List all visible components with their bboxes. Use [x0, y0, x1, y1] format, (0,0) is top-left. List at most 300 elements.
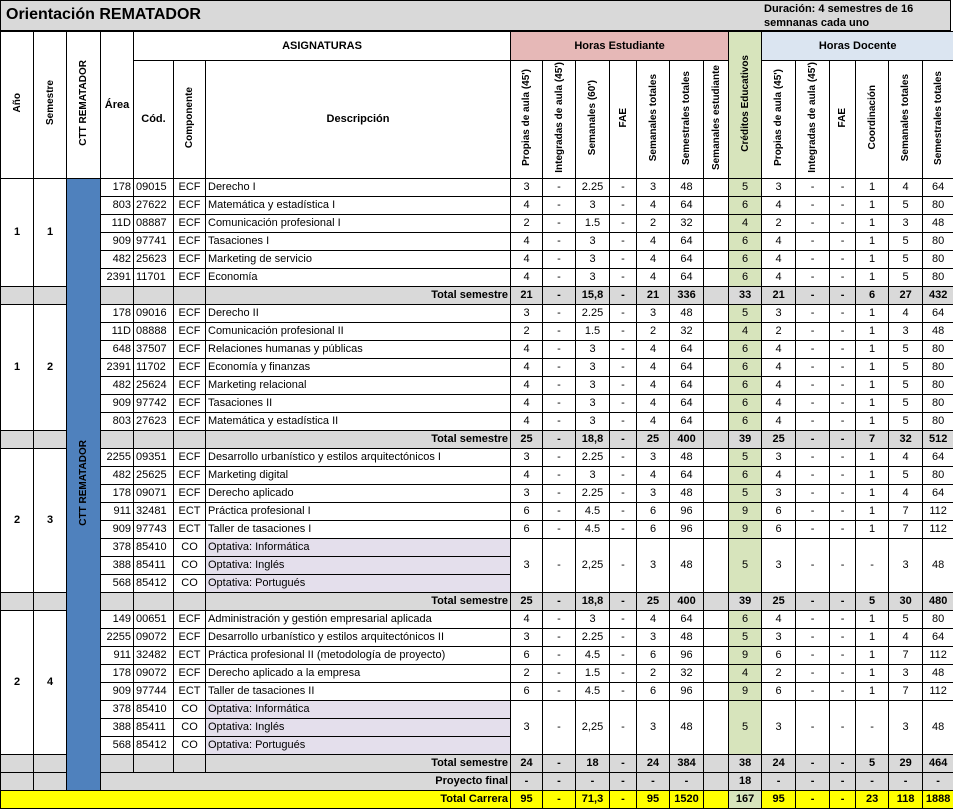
cell-empty — [1, 287, 34, 305]
cell-value: - — [796, 503, 830, 521]
cell-value: 7 — [889, 647, 923, 665]
cell-optativa-value: 2,25 — [576, 539, 610, 593]
header-ctt — [67, 32, 101, 179]
total-semestre-value: 18,8 — [576, 431, 610, 449]
cell-descripcion: Marketing de servicio — [206, 251, 511, 269]
table-row — [1, 359, 953, 377]
table-row — [1, 377, 953, 395]
cell-value: 1 — [856, 395, 889, 413]
cell-descripcion: Marketing digital — [206, 467, 511, 485]
table-row — [1, 269, 953, 287]
cell-value: - — [830, 215, 856, 233]
cell-value: 64 — [923, 485, 953, 503]
total-semestre-value: 27 — [889, 287, 923, 305]
total-semestre-label: Total semestre — [206, 755, 511, 773]
cell-descripcion: Práctica profesional I — [206, 503, 511, 521]
cell-value — [704, 395, 729, 413]
total-semestre-value — [704, 431, 729, 449]
cell-cod: 25623 — [134, 251, 174, 269]
total-semestre-value: 5 — [856, 755, 889, 773]
cell-value: 3 — [576, 269, 610, 287]
header-doc-col-4 — [889, 61, 923, 179]
cell-value: 48 — [923, 323, 953, 341]
cell-value — [704, 215, 729, 233]
cell-value: 80 — [923, 377, 953, 395]
cell-value: - — [610, 251, 637, 269]
cell-value: 64 — [670, 251, 704, 269]
cell-cod: 08887 — [134, 215, 174, 233]
cell-componente: CO — [174, 701, 206, 719]
cell-value: 1 — [856, 485, 889, 503]
cell-value: 6 — [729, 359, 762, 377]
cell-value: - — [796, 413, 830, 431]
cell-value: - — [830, 179, 856, 197]
cell-empty — [101, 755, 134, 773]
cell-descripcion: Derecho II — [206, 305, 511, 323]
table-row — [1, 395, 953, 413]
cell-value: - — [543, 449, 576, 467]
cell-optativa-value: - — [610, 539, 637, 593]
proyecto-final-value: - — [889, 773, 923, 791]
proyecto-final-value: - — [511, 773, 543, 791]
table-row — [1, 503, 953, 521]
cell-value: 3 — [762, 305, 796, 323]
total-semestre-value: 432 — [923, 287, 953, 305]
total-semestre-value: 7 — [856, 431, 889, 449]
cell-value: 48 — [670, 485, 704, 503]
cell-optativa-value — [704, 701, 729, 755]
cell-value: 6 — [762, 647, 796, 665]
cell-area: 2255 — [101, 629, 134, 647]
cell-optativa-value: - — [856, 539, 889, 593]
proyecto-final-label: Proyecto final — [101, 773, 511, 791]
table-row — [1, 449, 953, 467]
cell-optativa-value: 3 — [637, 701, 670, 755]
cell-empty — [34, 431, 67, 449]
cell-value: 64 — [670, 377, 704, 395]
header-est-col-6-label: Semanales estudiante — [710, 65, 723, 170]
header-est-col-0-label: Propias de aula (45') — [520, 69, 533, 166]
cell-componente: ECF — [174, 323, 206, 341]
cell-componente: ECT — [174, 683, 206, 701]
cell-value: 4 — [637, 269, 670, 287]
cell-value: - — [830, 467, 856, 485]
cell-empty — [101, 593, 134, 611]
cell-value: 3 — [889, 323, 923, 341]
cell-value — [704, 233, 729, 251]
cell-value: 2 — [762, 323, 796, 341]
cell-value: 1 — [856, 215, 889, 233]
header-semestre-label: Semestre — [44, 80, 57, 125]
cell-value: 9 — [729, 683, 762, 701]
cell-value: 48 — [923, 665, 953, 683]
cell-value: 2 — [637, 215, 670, 233]
cell-value: 4 — [762, 197, 796, 215]
cell-descripcion: Optativa: Portugués — [206, 575, 511, 593]
cell-value — [704, 197, 729, 215]
header-est-col-4-label: Semanales totales — [647, 74, 660, 161]
table-row — [1, 647, 953, 665]
cell-value: - — [796, 521, 830, 539]
cell-value: - — [830, 359, 856, 377]
cell-value: 2 — [762, 215, 796, 233]
cell-value: 5 — [889, 413, 923, 431]
cell-cod: 27622 — [134, 197, 174, 215]
cell-descripcion: Relaciones humanas y públicas — [206, 341, 511, 359]
total-carrera-value: 167 — [729, 791, 762, 809]
cell-value — [704, 449, 729, 467]
total-semestre-value: 5 — [856, 593, 889, 611]
total-carrera-value: 23 — [856, 791, 889, 809]
cell-semestre: 1 — [34, 179, 67, 287]
cell-value: 6 — [637, 683, 670, 701]
cell-area: 909 — [101, 683, 134, 701]
total-semestre-value — [704, 755, 729, 773]
cell-value: 3 — [576, 251, 610, 269]
cell-value: - — [796, 611, 830, 629]
header-row-top — [1, 32, 953, 61]
cell-area: 803 — [101, 413, 134, 431]
cell-value: 3 — [637, 449, 670, 467]
cell-value: 2 — [637, 323, 670, 341]
cell-value: - — [830, 323, 856, 341]
cell-value: 3 — [762, 179, 796, 197]
cell-value: 5 — [889, 251, 923, 269]
cell-value: - — [543, 467, 576, 485]
cell-value: 4.5 — [576, 683, 610, 701]
cell-value: 3 — [576, 341, 610, 359]
cell-descripcion: Economía y finanzas — [206, 359, 511, 377]
cell-value: 3 — [762, 629, 796, 647]
curriculum-table — [0, 31, 953, 809]
cell-value: - — [610, 413, 637, 431]
cell-value: - — [610, 233, 637, 251]
cell-descripcion: Taller de tasaciones II — [206, 683, 511, 701]
cell-value: 64 — [670, 413, 704, 431]
cell-value: 6 — [762, 521, 796, 539]
cell-value: 4 — [637, 359, 670, 377]
cell-value: 112 — [923, 521, 953, 539]
proyecto-final-value: - — [923, 773, 953, 791]
cell-value — [704, 485, 729, 503]
cell-optativa-value: 5 — [729, 701, 762, 755]
header-doc-col-0-label: Propias de aula (45') — [772, 69, 785, 166]
total-semestre-value: 25 — [511, 431, 543, 449]
cell-value: 5 — [889, 233, 923, 251]
total-carrera-row — [1, 791, 953, 809]
cell-value: 1 — [856, 341, 889, 359]
cell-semestre: 2 — [34, 305, 67, 431]
cell-descripcion: Derecho aplicado — [206, 485, 511, 503]
header-doc-col-5 — [923, 61, 953, 179]
proyecto-final-value: 18 — [729, 773, 762, 791]
cell-optativa-value: 48 — [923, 539, 953, 593]
cell-optativa-value: 48 — [923, 701, 953, 755]
cell-value: 4 — [511, 197, 543, 215]
cell-value: - — [610, 215, 637, 233]
total-carrera-value: - — [543, 791, 576, 809]
cell-value: - — [796, 233, 830, 251]
cell-descripcion: Tasaciones I — [206, 233, 511, 251]
cell-value: - — [796, 215, 830, 233]
cell-value: 64 — [923, 449, 953, 467]
cell-value: - — [610, 269, 637, 287]
header-asignaturas: ASIGNATURAS — [134, 32, 511, 61]
cell-optativa-value: 3 — [511, 539, 543, 593]
cell-value: 7 — [889, 503, 923, 521]
total-semestre-value: - — [610, 287, 637, 305]
header-est-col-1 — [543, 61, 576, 179]
cell-value: 1 — [856, 269, 889, 287]
table-row — [1, 629, 953, 647]
cell-value: - — [610, 377, 637, 395]
cell-value: - — [796, 629, 830, 647]
cell-value: - — [610, 449, 637, 467]
cell-anio: 1 — [1, 305, 34, 431]
cell-area: 178 — [101, 179, 134, 197]
cell-value: - — [796, 377, 830, 395]
cell-componente: ECF — [174, 485, 206, 503]
cell-value: - — [610, 503, 637, 521]
header-doc-col-1 — [796, 61, 830, 179]
total-semestre-value: 21 — [637, 287, 670, 305]
cell-value: 1 — [856, 683, 889, 701]
cell-value: - — [610, 629, 637, 647]
cell-value: 4 — [762, 251, 796, 269]
total-semestre-value — [704, 593, 729, 611]
cell-value: - — [830, 341, 856, 359]
proyecto-final-value: - — [610, 773, 637, 791]
header-descripcion: Descripción — [206, 61, 511, 179]
cell-componente: ECF — [174, 665, 206, 683]
cell-value — [704, 251, 729, 269]
header-est-col-5-label: Semestrales totales — [680, 71, 693, 165]
cell-semestre: 4 — [34, 611, 67, 755]
header-doc-col-2-label: FAE — [836, 108, 849, 127]
header-doc-col-5-label: Semestrales totales — [932, 71, 945, 165]
cell-value: - — [610, 305, 637, 323]
cell-value: 4 — [762, 341, 796, 359]
cell-empty — [34, 755, 67, 773]
cell-value: 96 — [670, 521, 704, 539]
cell-componente: ECF — [174, 341, 206, 359]
cell-value: 4 — [762, 611, 796, 629]
cell-value: 5 — [729, 449, 762, 467]
total-semestre-value: - — [796, 431, 830, 449]
total-carrera-value: 118 — [889, 791, 923, 809]
cell-optativa-value: - — [830, 539, 856, 593]
proyecto-final-value: - — [762, 773, 796, 791]
cell-value: 64 — [670, 395, 704, 413]
cell-area: 568 — [101, 575, 134, 593]
cell-descripcion: Desarrollo urbanístico y estilos arquitectónicos II — [206, 629, 511, 647]
cell-value: - — [543, 629, 576, 647]
cell-value: 3 — [637, 629, 670, 647]
total-semestre-value: 25 — [511, 593, 543, 611]
total-semestre-value: 464 — [923, 755, 953, 773]
cell-value: - — [543, 665, 576, 683]
cell-value: 1.5 — [576, 323, 610, 341]
cell-value: 6 — [762, 503, 796, 521]
cell-value: 3 — [637, 179, 670, 197]
cell-value: 80 — [923, 611, 953, 629]
cell-value: 5 — [889, 611, 923, 629]
cell-value: 4 — [889, 449, 923, 467]
total-semestre-value: 18 — [576, 755, 610, 773]
table-row — [1, 251, 953, 269]
cell-value: - — [796, 665, 830, 683]
cell-value: - — [830, 629, 856, 647]
total-semestre-label: Total semestre — [206, 431, 511, 449]
cell-area: 11D — [101, 215, 134, 233]
cell-value: - — [830, 197, 856, 215]
cell-value: 4 — [762, 233, 796, 251]
proyecto-final-value: - — [856, 773, 889, 791]
cell-value: 4 — [511, 269, 543, 287]
header-horas-estudiante: Horas Estudiante — [511, 32, 729, 61]
cell-anio: 1 — [1, 179, 34, 287]
cell-value: - — [610, 683, 637, 701]
table-row — [1, 233, 953, 251]
cell-value: 1 — [856, 305, 889, 323]
cell-area: 2391 — [101, 359, 134, 377]
cell-area: 178 — [101, 665, 134, 683]
cell-value: 3 — [576, 359, 610, 377]
cell-value: - — [543, 413, 576, 431]
total-semestre-value: 24 — [511, 755, 543, 773]
cell-componente: ECT — [174, 521, 206, 539]
cell-value: - — [543, 377, 576, 395]
cell-area: 378 — [101, 701, 134, 719]
cell-cod: 85411 — [134, 557, 174, 575]
duration-note: Duración: 4 semestres de 16 semnanas cada uno — [764, 2, 949, 30]
total-semestre-label: Total semestre — [206, 593, 511, 611]
cell-cod: 09015 — [134, 179, 174, 197]
cell-value: - — [610, 467, 637, 485]
cell-value: - — [796, 305, 830, 323]
header-doc-col-0 — [762, 61, 796, 179]
header-est-col-2-label: Semanales (60') — [586, 80, 599, 155]
cell-value: - — [796, 467, 830, 485]
page-title: Orientación REMATADOR — [6, 6, 201, 24]
total-semestre-value: 384 — [670, 755, 704, 773]
cell-cod: 00651 — [134, 611, 174, 629]
cell-value: - — [796, 395, 830, 413]
cell-empty — [1, 431, 34, 449]
cell-value: 48 — [923, 215, 953, 233]
cell-cod: 11701 — [134, 269, 174, 287]
table-row — [1, 215, 953, 233]
cell-value: - — [796, 179, 830, 197]
cell-value: 64 — [923, 629, 953, 647]
cell-area: 388 — [101, 557, 134, 575]
cell-value: 6 — [637, 503, 670, 521]
cell-value: - — [543, 395, 576, 413]
total-carrera-value: 95 — [511, 791, 543, 809]
cell-descripcion: Optativa: Inglés — [206, 557, 511, 575]
header-est-col-3 — [610, 61, 637, 179]
total-semestre-value: 400 — [670, 593, 704, 611]
cell-value: 80 — [923, 395, 953, 413]
cell-value: 4 — [511, 341, 543, 359]
cell-value: 1 — [856, 647, 889, 665]
cell-value: 6 — [729, 395, 762, 413]
cell-value: 6 — [729, 611, 762, 629]
table-row — [1, 305, 953, 323]
cell-value: 4.5 — [576, 503, 610, 521]
total-semestre-value: - — [796, 755, 830, 773]
cell-descripcion: Administración y gestión empresarial aplicada — [206, 611, 511, 629]
table-row — [1, 485, 953, 503]
cell-value: - — [543, 251, 576, 269]
total-semestre-value: 25 — [762, 431, 796, 449]
cell-descripcion: Economía — [206, 269, 511, 287]
table-row — [1, 413, 953, 431]
header-ctt-label: CTT REMATADOR — [77, 60, 90, 146]
cell-area: 388 — [101, 719, 134, 737]
cell-value: 4 — [889, 305, 923, 323]
cell-componente: ECT — [174, 503, 206, 521]
cell-value: - — [830, 413, 856, 431]
cell-componente: ECF — [174, 215, 206, 233]
cell-value: 2 — [511, 215, 543, 233]
cell-value: - — [610, 323, 637, 341]
cell-value: 4 — [637, 413, 670, 431]
cell-descripcion: Optativa: Informática — [206, 701, 511, 719]
cell-cod: 09072 — [134, 629, 174, 647]
cell-value: 6 — [729, 269, 762, 287]
cell-cod: 85412 — [134, 737, 174, 755]
cell-value: 1 — [856, 359, 889, 377]
cell-value: 6 — [729, 341, 762, 359]
cell-value: - — [543, 179, 576, 197]
total-semestre-value: 25 — [637, 593, 670, 611]
cell-optativa-value: 3 — [762, 539, 796, 593]
cell-value — [704, 503, 729, 521]
cell-value: 6 — [511, 683, 543, 701]
cell-value: 80 — [923, 341, 953, 359]
cell-value: 4 — [637, 251, 670, 269]
cell-area: 178 — [101, 485, 134, 503]
total-semestre-value: - — [543, 755, 576, 773]
cell-value: - — [830, 611, 856, 629]
cell-value: 4 — [729, 665, 762, 683]
cell-optativa-value: 48 — [670, 701, 704, 755]
header-componente-label: Componente — [183, 87, 196, 148]
cell-cod: 37507 — [134, 341, 174, 359]
cell-value: 4 — [637, 197, 670, 215]
cell-optativa-value: - — [856, 701, 889, 755]
cell-value: - — [796, 359, 830, 377]
cell-value: 5 — [729, 629, 762, 647]
cell-value: - — [610, 665, 637, 683]
cell-componente: CO — [174, 575, 206, 593]
cell-value: 32 — [670, 665, 704, 683]
cell-optativa-value: 3 — [637, 539, 670, 593]
cell-value: - — [830, 665, 856, 683]
cell-cod: 32482 — [134, 647, 174, 665]
header-est-col-4 — [637, 61, 670, 179]
cell-empty — [34, 593, 67, 611]
cell-value: 6 — [511, 521, 543, 539]
cell-value: 4 — [729, 215, 762, 233]
cell-value: 4 — [511, 377, 543, 395]
cell-value: - — [830, 521, 856, 539]
header-cod: Cód. — [134, 61, 174, 179]
cell-area: 178 — [101, 305, 134, 323]
total-semestre-value: 33 — [729, 287, 762, 305]
cell-empty — [1, 773, 34, 791]
